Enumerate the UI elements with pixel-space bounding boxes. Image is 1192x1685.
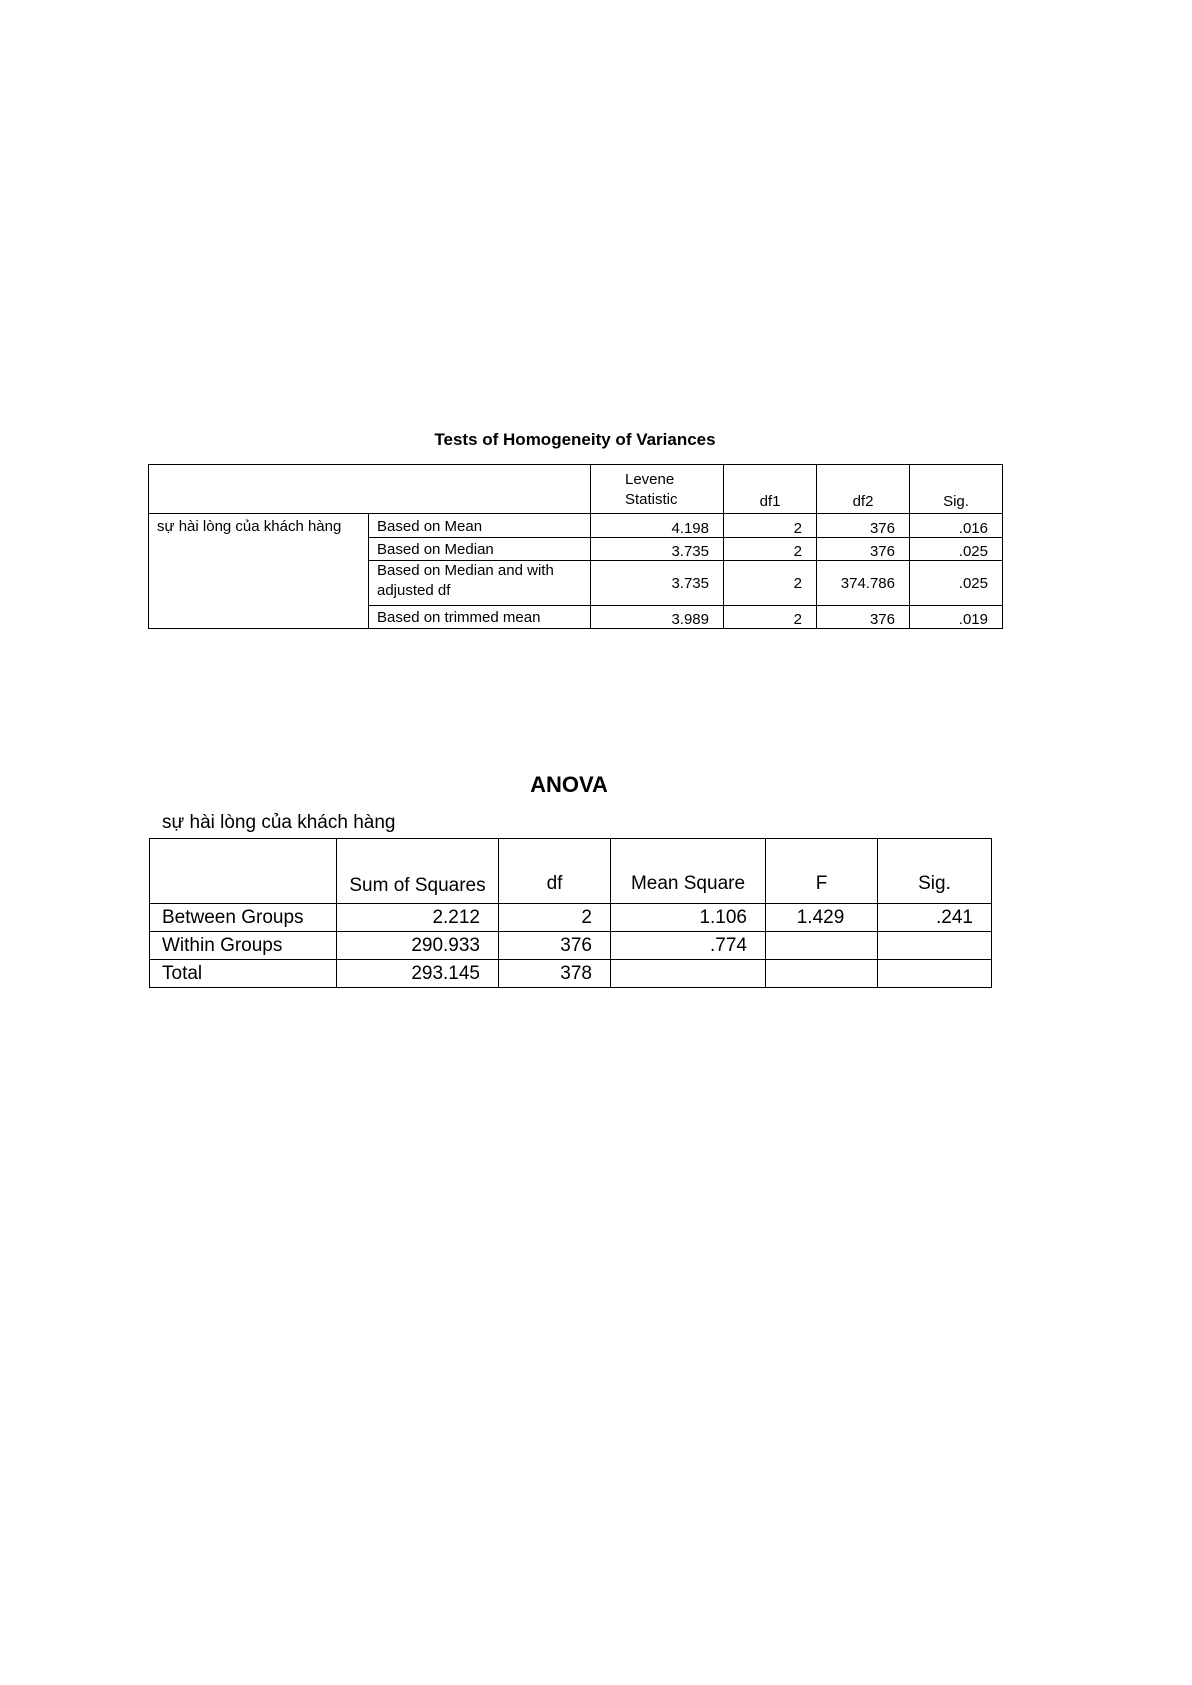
header-levene: Levene Statistic [591, 465, 724, 514]
levene-value: 3.735 [591, 538, 724, 561]
df1-value: 2 [724, 561, 817, 606]
sig-value: .019 [910, 606, 1003, 629]
header-blank-cell [150, 839, 337, 904]
ss-value: 290.933 [337, 932, 499, 960]
ms-value: 1.106 [611, 904, 766, 932]
row-label: Between Groups [150, 904, 337, 932]
f-value [766, 960, 878, 988]
header-sig: Sig. [878, 839, 992, 904]
df1-value: 2 [724, 538, 817, 561]
variable-label: sự hài lòng của khách hàng [149, 514, 369, 629]
df2-value: 376 [817, 606, 910, 629]
anova-subtitle: sự hài lòng của khách hàng [162, 812, 396, 833]
header-df2: df2 [817, 465, 910, 514]
homogeneity-header-row [149, 465, 1003, 514]
header-mean-square: Mean Square [611, 839, 766, 904]
table-row [149, 514, 1003, 538]
homogeneity-title: Tests of Homogeneity of Variances [434, 430, 716, 449]
sig-value: .025 [910, 538, 1003, 561]
df2-value: 376 [817, 538, 910, 561]
header-sig: Sig. [910, 465, 1003, 514]
sig-value: .016 [910, 514, 1003, 538]
df-value: 2 [499, 904, 611, 932]
levene-value: 3.735 [591, 561, 724, 606]
header-sum-of-squares: Sum of Squares [337, 839, 499, 904]
df2-value: 376 [817, 514, 910, 538]
header-f: F [766, 839, 878, 904]
table-row [150, 960, 992, 988]
row-label: Within Groups [150, 932, 337, 960]
ss-value: 293.145 [337, 960, 499, 988]
header-blank-cell [149, 465, 591, 514]
basis-label: Based on Median [369, 538, 591, 561]
f-value: 1.429 [766, 904, 878, 932]
anova-table [149, 838, 992, 988]
df1-value: 2 [724, 514, 817, 538]
header-df: df [499, 839, 611, 904]
sig-value: .025 [910, 561, 1003, 606]
basis-label: Based on Median and with adjusted df [369, 561, 591, 606]
ms-value [611, 960, 766, 988]
sig-value [878, 932, 992, 960]
anova-header-row [150, 839, 992, 904]
row-label: Total [150, 960, 337, 988]
anova-title: ANOVA [530, 772, 608, 797]
basis-label: Based on trimmed mean [369, 606, 591, 629]
homogeneity-table [148, 464, 1003, 629]
ss-value: 2.212 [337, 904, 499, 932]
basis-label: Based on Mean [369, 514, 591, 538]
f-value [766, 932, 878, 960]
df1-value: 2 [724, 606, 817, 629]
sig-value [878, 960, 992, 988]
levene-value: 4.198 [591, 514, 724, 538]
ms-value: .774 [611, 932, 766, 960]
header-df1: df1 [724, 465, 817, 514]
table-row [150, 932, 992, 960]
sig-value: .241 [878, 904, 992, 932]
df-value: 378 [499, 960, 611, 988]
df-value: 376 [499, 932, 611, 960]
df2-value: 374.786 [817, 561, 910, 606]
levene-value: 3.989 [591, 606, 724, 629]
table-row [150, 904, 992, 932]
